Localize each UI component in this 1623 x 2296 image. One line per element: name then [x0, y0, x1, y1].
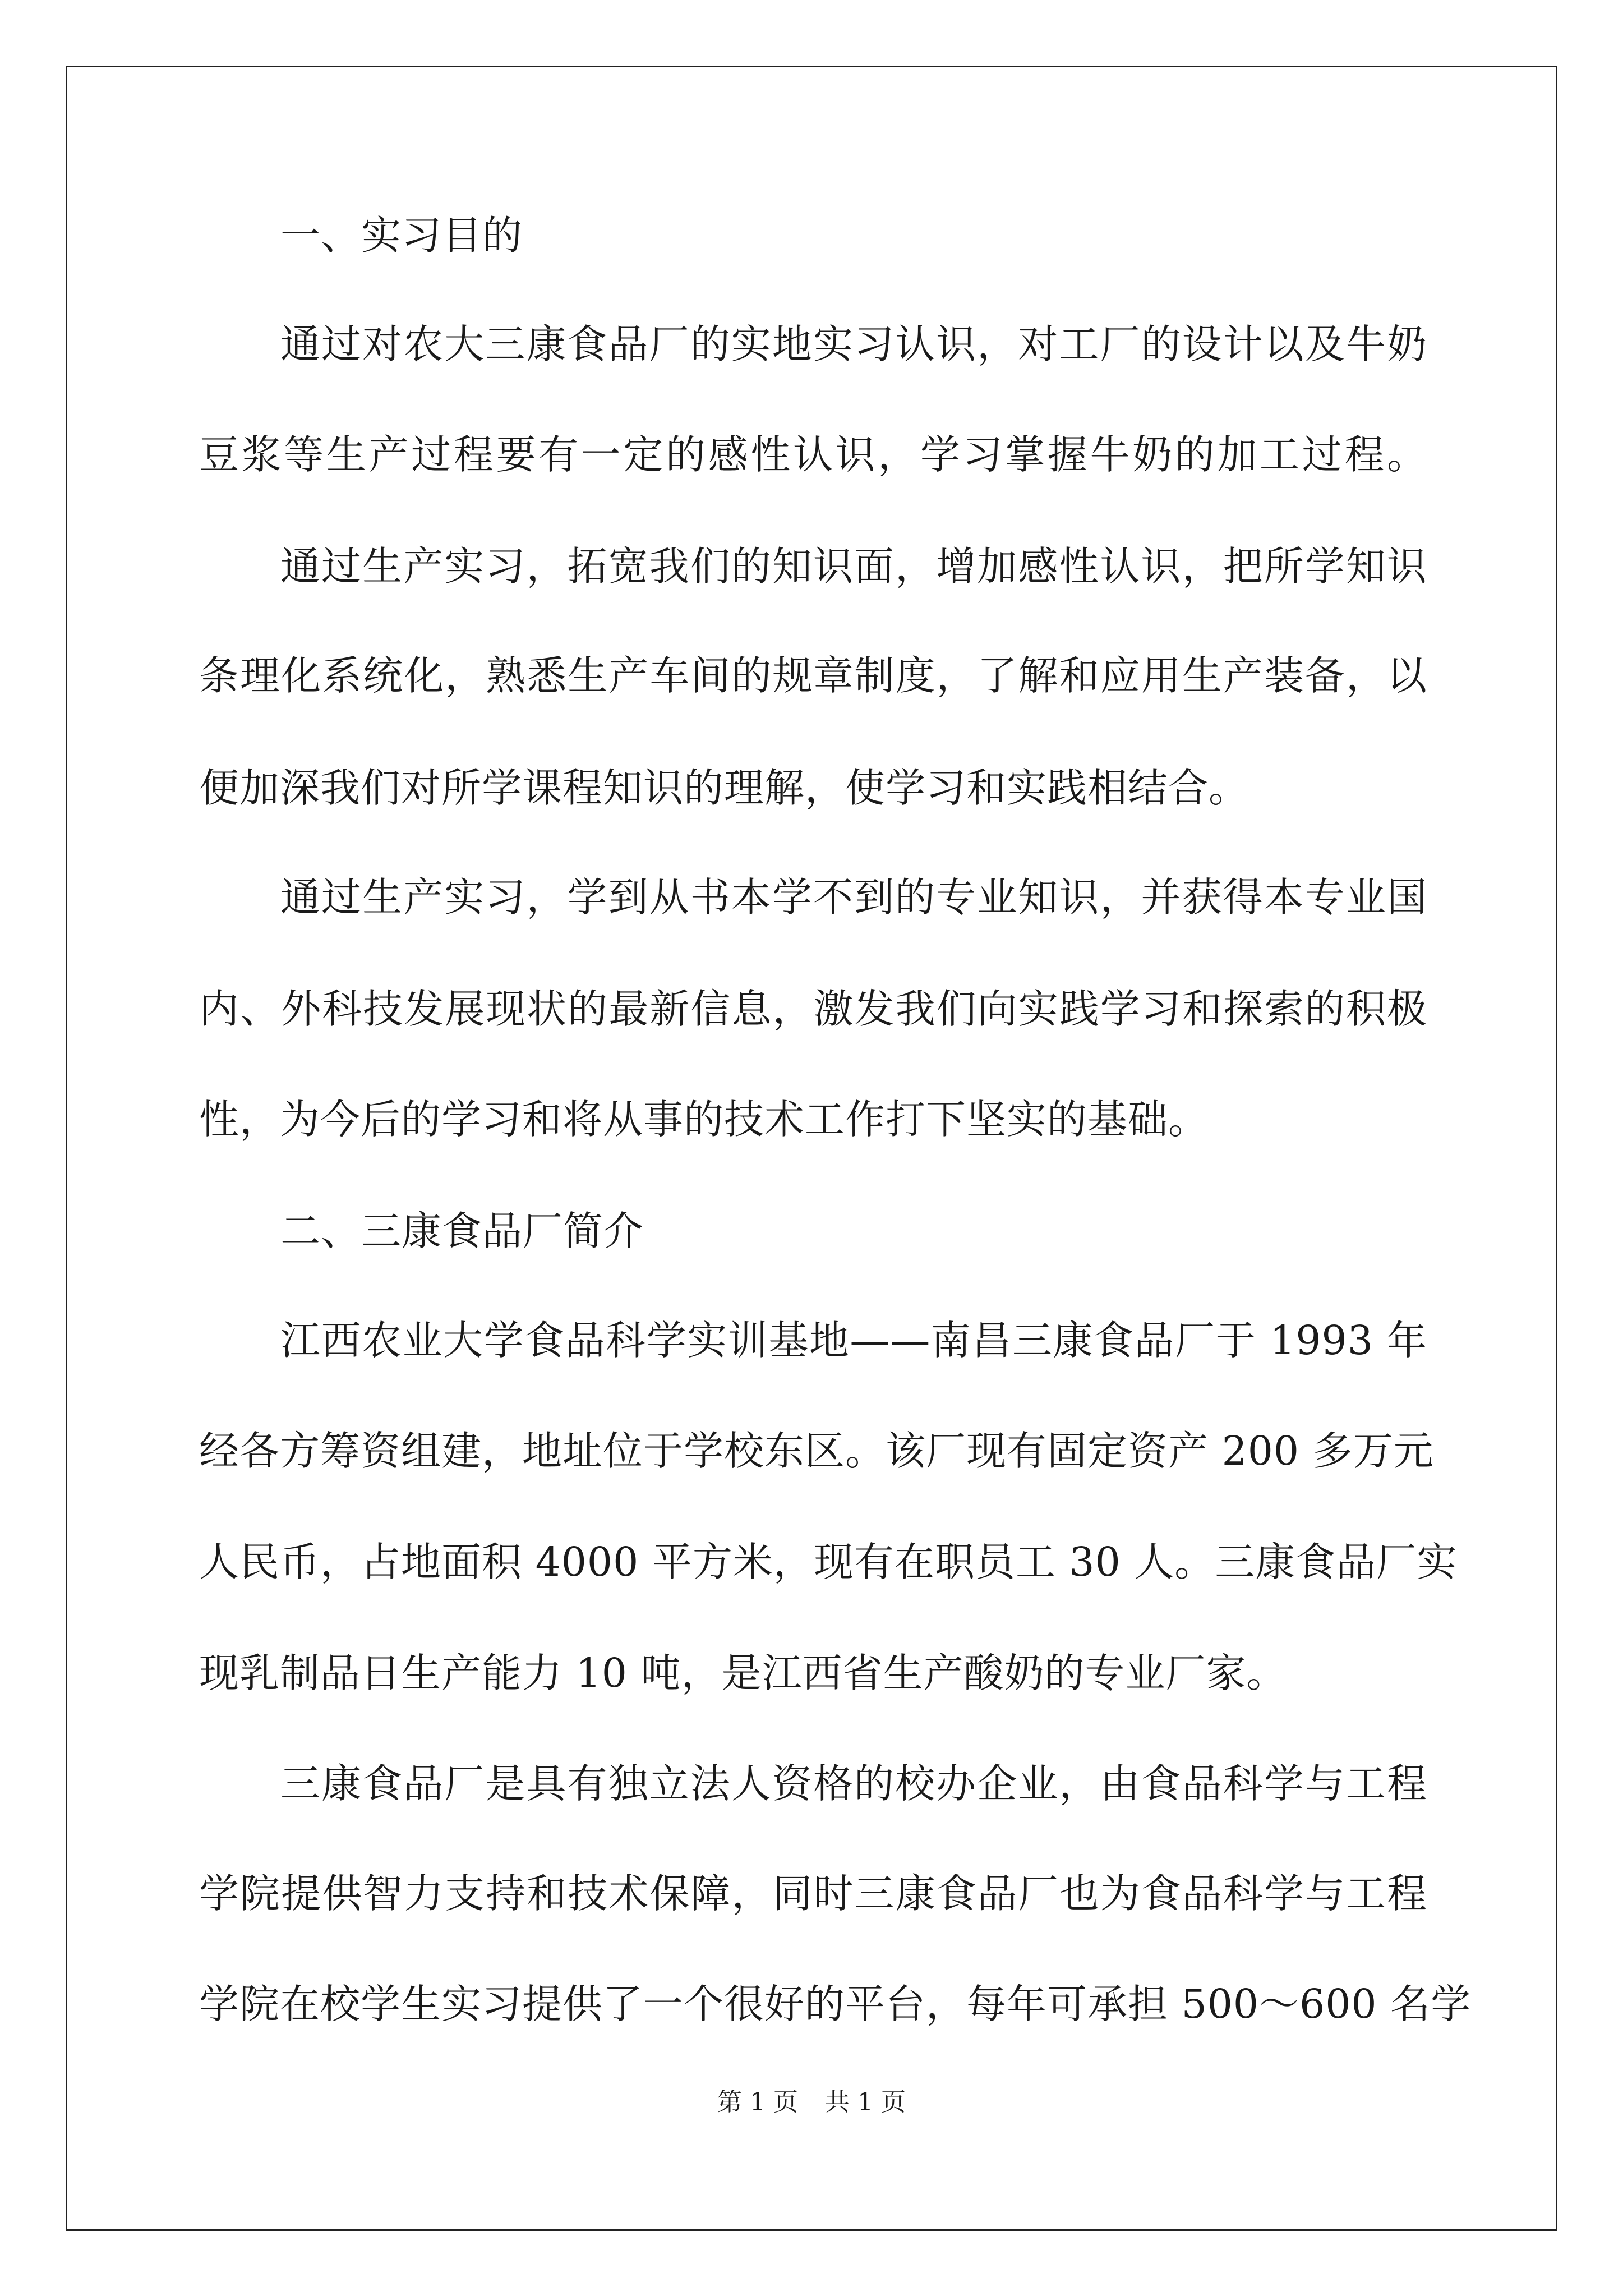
paragraph-line: 经各方筹资组建，地址位于学校东区。该厂现有固定资产 200 多万元 — [199, 1428, 1434, 1474]
page-footer — [0, 2086, 1623, 2119]
paragraph-line: 豆浆等生产过程要有一定的感性认识，学习掌握牛奶的加工过程。 — [199, 431, 1427, 478]
page-total: 共 1 页 — [825, 2088, 906, 2116]
paragraph-line: 通过对农大三康食品厂的实地实习认识，对工厂的设计以及牛奶 — [280, 321, 1427, 367]
paragraph-line: 人民币，占地面积 4000 平方米，现有在职员工 30 人。三康食品厂实 — [199, 1539, 1458, 1585]
paragraph-line: 江西农业大学食品科学实训基地——南昌三康食品厂于 1993 年 — [280, 1317, 1427, 1364]
paragraph-line: 三康食品厂是具有独立法人资格的校办企业，由食品科学与工程 — [280, 1760, 1427, 1807]
heading-internship-purpose: 一、实习目的 — [280, 212, 523, 259]
paragraph-line: 性，为今后的学习和将从事的技术工作打下坚实的基础。 — [199, 1096, 1209, 1143]
paragraph-line: 现乳制品日生产能力 10 吨，是江西省生产酸奶的专业厂家。 — [199, 1650, 1287, 1696]
paragraph-line: 学院在校学生实习提供了一个很好的平台，每年可承担 500～600 名学 — [199, 1981, 1472, 2027]
paragraph-line: 学院提供智力支持和技术保障，同时三康食品厂也为食品科学与工程 — [199, 1870, 1427, 1917]
paragraph-line: 通过生产实习，学到从书本学不到的专业知识，并获得本专业国 — [280, 874, 1427, 921]
paragraph-line: 内、外科技发展现状的最新信息，激发我们向实践学习和探索的积极 — [199, 986, 1427, 1032]
paragraph-line: 通过生产实习，拓宽我们的知识面，增加感性认识，把所学知识 — [280, 543, 1427, 590]
page-number: 第 1 页 — [717, 2088, 798, 2116]
heading-factory-intro: 二、三康食品厂简介 — [280, 1208, 644, 1254]
paragraph-line: 便加深我们对所学课程知识的理解，使学习和实践相结合。 — [199, 765, 1249, 811]
paragraph-line: 条理化系统化，熟悉生产车间的规章制度，了解和应用生产装备，以 — [199, 652, 1427, 699]
